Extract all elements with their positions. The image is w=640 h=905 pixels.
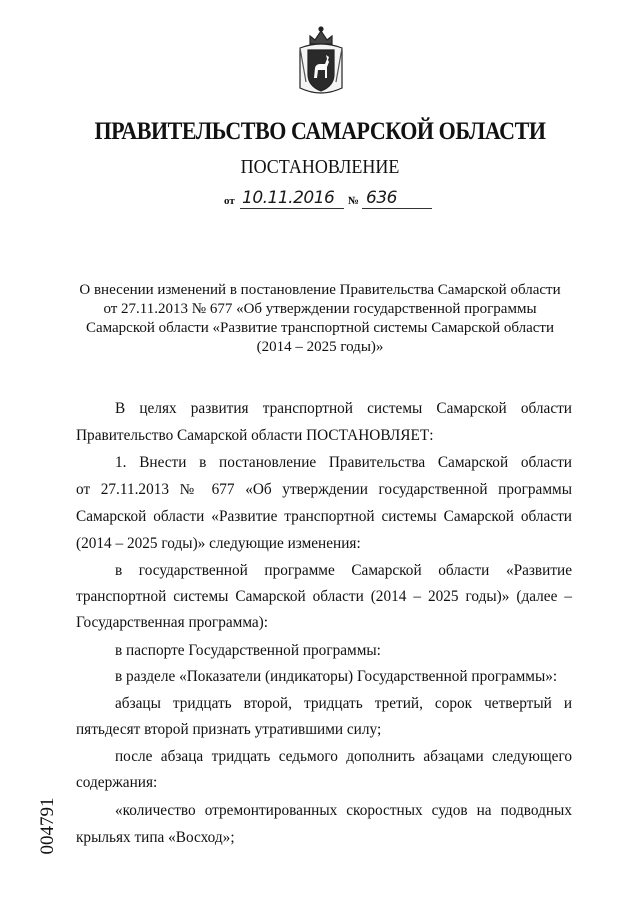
body-line: в паспорте Государственной программы: xyxy=(115,642,381,659)
stamp-number: 004791 xyxy=(37,797,58,855)
number-prefix: № xyxy=(348,195,360,207)
body-line: крыльях типа «Восход»; xyxy=(76,829,235,846)
handwritten-number: 636 xyxy=(366,188,397,208)
body-line: Государственная программа): xyxy=(76,614,269,631)
body-line: Правительство Самарской области ПОСТАНОВЛЯЕТ: xyxy=(76,427,434,444)
subject-line: от 27.11.2013 № 677 «Об утверждении государственной программы xyxy=(103,301,537,317)
body-line: пятьдесят второй признать утратившими силу; xyxy=(76,721,382,738)
document-type: ПОСТАНОВЛЕНИЕ xyxy=(240,156,400,178)
body-line: транспортной системы Самарской области (2014 – 2025 годы)» (далее – xyxy=(76,588,572,605)
body-line: 1. Внести в постановление Правительства Самарской области xyxy=(115,454,572,471)
samara-coat-of-arms-emblem xyxy=(296,22,346,102)
body-line: после абзаца тридцать седьмого дополнить абзацами следующего xyxy=(115,748,572,765)
body-line: от 27.11.2013 № 677 «Об утверждении государственной программы xyxy=(76,481,572,498)
subject-line: (2014 – 2025 годы)» xyxy=(256,339,384,355)
number-underline xyxy=(362,208,432,209)
body-line: в разделе «Показатели (индикаторы) Государственной программы»: xyxy=(115,668,558,685)
registration-stamp xyxy=(37,794,59,858)
body-line: в государственной программе Самарской области «Развитие xyxy=(115,562,572,579)
body-line: абзацы тридцать второй, тридцать третий, сорок четвертый и xyxy=(115,695,572,712)
date-prefix: от xyxy=(224,195,235,207)
body-line: содержания: xyxy=(76,774,158,791)
date-underline xyxy=(240,208,344,209)
body-line: «количество отремонтированных скоростных судов на подводных xyxy=(115,802,572,819)
government-title: ПРАВИТЕЛЬСТВО САМАРСКОЙ ОБЛАСТИ xyxy=(94,118,546,145)
body-line: Самарской области «Развитие транспортной системы Самарской области xyxy=(76,508,572,525)
body-line: В целях развития транспортной системы Самарской области xyxy=(115,400,572,417)
subject-line: О внесении изменений в постановление Правительства Самарской области xyxy=(79,282,561,298)
date-number-line xyxy=(224,188,434,212)
subject-line: Самарской области «Развитие транспортной системы Самарской области xyxy=(85,320,555,336)
handwritten-date: 10.11.2016 xyxy=(242,188,335,208)
body-line: (2014 – 2025 годы)» следующие изменения: xyxy=(76,535,361,552)
document-subject xyxy=(60,281,580,357)
